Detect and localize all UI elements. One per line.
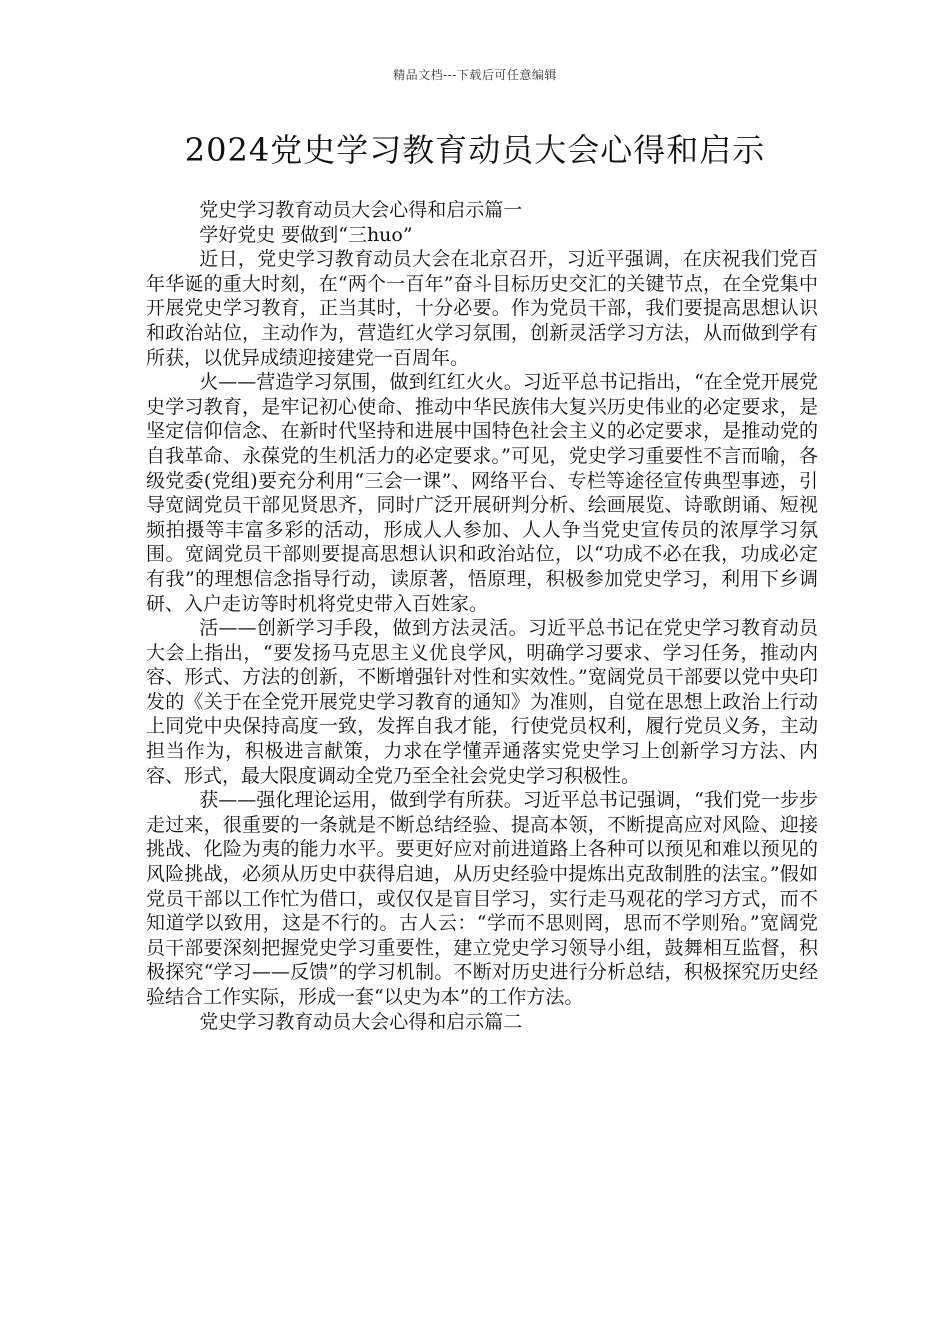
section-subtitle-1: 学好党史 要做到“三huo” <box>199 223 413 246</box>
document-title: 2024党史学习教育动员大会心得和启示 <box>184 131 766 169</box>
header-note: 精品文档---下载后可任意编辑 <box>393 68 557 82</box>
body-paragraph: 近日，党史学习教育动员大会在北京召开，习近平强调，在庆祝我们党百年华诞的重大时刻，在“两个一百年”奋斗目标历史交汇的关键节点，在全党集中开展党史学习教育，正当其时，十分必要。作为党员干部，我们要提高思想认识和政治站位，主动作为，营造红火学习氛围，创新灵活学习方法，从而做到学有所获，以优异成绩迎接建党一百周年。 <box>146 248 818 369</box>
body-paragraph: 火——营造学习氛围，做到红红火火。习近平总书记指出，“在全党开展党史学习教育，是牢记初心使命、推动中华民族伟大复兴历史伟业的必定要求，是坚定信仰信念、在新时代坚持和进展中国特色社会主义的必定要求，是推动党的自我革命、永葆党的生机活力的必定要求。”可见，党史学习重要性不言而喻，各级党委(党组)要充分利用“三会一课”、网络平台、专栏等途径宣传典型事迹，引导宽阔党员干部见贤思齐，同时广泛开展研判分析、绘画展览、诗歌朗诵、短视频拍摄等丰富多彩的活动，形成人人参加、人人争当党史宣传员的浓厚学习氛围。宽阔党员干部则要提高思想认识和政治站位，以“功成不必在我，功成必定有我”的理想信念指导行动，读原著，悟原理，积极参加党史学习，利用下乡调研、入户走访等时机将党史带入百姓家。 <box>146 371 818 615</box>
section-heading-2: 党史学习教育动员大会心得和启示篇二 <box>199 1010 523 1033</box>
document-body <box>146 198 818 1034</box>
body-paragraph: 获——强化理论运用，做到学有所获。习近平总书记强调，“我们党一步步走过来，很重要的一条就是不断总结经验、提高本领，不断提高应对风险、迎接挑战、化险为夷的能力水平。要更好应对前进道路上各种可以预见和难以预见的风险挑战，必须从历史中获得启迪，从历史经验中提炼出克敌制胜的法宝。”假如党员干部以工作忙为借口，或仅仅是盲目学习，实行走马观花的学习方式，而不知道学以致用，这是不行的。古人云：“学而不思则罔，思而不学则殆。”宽阔党员干部要深刻把握党史学习重要性，建立党史学习领导小组，鼓舞相互监督，积极探究“学习——反馈”的学习机制。不断对历史进行分析总结，积极探究历史经验结合工作实际，形成一套“以史为本”的工作方法。 <box>146 789 818 1008</box>
body-paragraph: 活——创新学习手段，做到方法灵活。习近平总书记在党史学习教育动员大会上指出，“要发扬马克思主义优良学风，明确学习要求、学习任务，推动内容、形式、方法的创新，不断增强针对性和实效性。”宽阔党员干部要以党中央印发的《关于在全党开展党史学习教育的通知》为准则，自觉在思想上政治上行动上同党中央保持高度一致，发挥自我才能，行使党员权利，履行党员义务，主动担当作为，积极进言献策，力求在学懂弄通落实党史学习上创新学习方法、内容、形式，最大限度调动全党乃至全社会党史学习积极性。 <box>146 617 818 787</box>
section-heading-1: 党史学习教育动员大会心得和启示篇一 <box>199 199 523 221</box>
